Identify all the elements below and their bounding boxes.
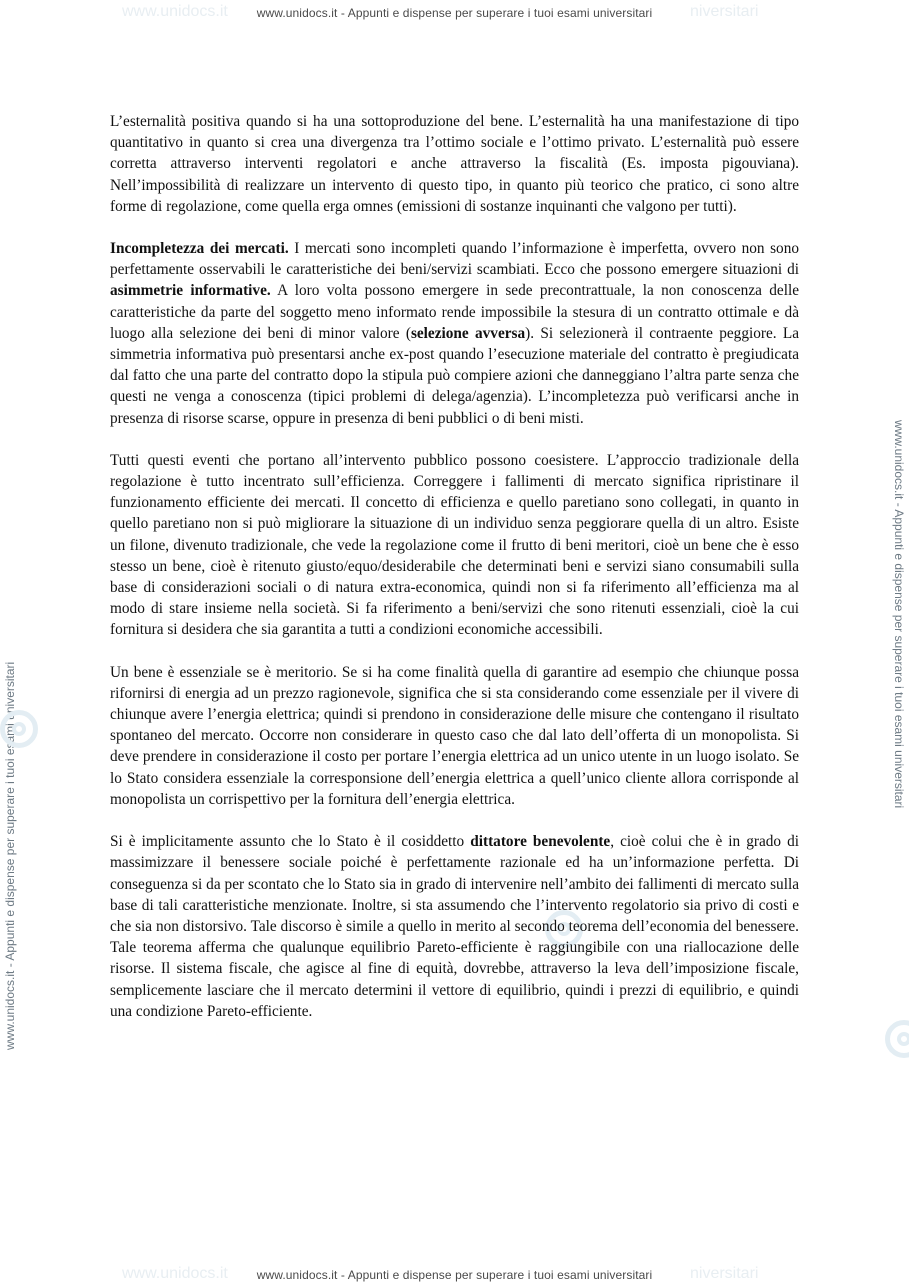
watermark-left-side: www.unidocs.it - Appunti e dispense per superare i tuoi esami universitari [3,661,17,1050]
text-run: , cioè colui che è in grado di massimizzare il benessere sociale poiché è perfettamente razionale ed ha un’informazione perfetta. Di conseguenza si da per scontato che lo Stato sia in grado di intervenire nell’ambito dei fallimenti di mercato sulla base di tali caratteristiche menzionate. Inoltre, si sta assumendo che l’intervento regolatorio sia privo di costi e che sia non distorsivo. Tale discorso è simile a quello in merito al secondo teorema dell’economia del benessere. Tale teorema afferma che qualunque equilibrio Pareto-efficiente è raggiungibile con una riallocazione delle risorse. Il sistema fiscale, che agisce al fine di equità, dovrebbe, attraverso la leva dell’imposizione fiscale, semplicemente lasciare che il mercato determini il vettore di equilibrio, quindi i prezzi di equilibrio, e quindi una condizione Pareto-efficiente. [110,833,799,1020]
watermark-logo-icon [885,1020,909,1058]
watermark-ghost-top-left: www.unidocs.it [122,3,228,20]
watermark-ghost-top-right: niversitari [690,3,759,20]
paragraph [110,111,799,217]
watermark-footer: www.unidocs.it - Appunti e dispense per superare i tuoi esami universitari [256,1268,653,1282]
watermark-ghost-bottom-left: www.unidocs.it [122,1265,228,1282]
watermark-right-side: www.unidocs.it - Appunti e dispense per superare i tuoi esami universitari [892,420,906,809]
paragraph [110,831,799,1022]
text-run: ). Si selezionerà il contraente peggiore. La simmetria informativa può presentarsi anche ex-post quando l’esecuzione materiale del contratto è pregiudicata dal fatto che una parte del contratto dopo la stipula può compiere azioni che danneggiano l’altra parte senza che questi ne venga a conoscenza (tipici problemi di delega/agenzia). L’incompletezza può verificarsi anche in presenza di risorse scarse, oppure in presenza di beni pubblici o di beni misti. [110,324,800,427]
text-run: A loro volta possono emergere in sede precontrattuale, la non conoscenza delle caratteristiche da parte del soggetto meno informato rende impossibile la stesura di un contratto ottimale e dà luogo alla selezione dei beni di minor valore ( [110,282,799,342]
paragraph [110,238,799,429]
text-run: L’esternalità positiva quando si ha una sottoproduzione del bene. L’esternalità ha una manifestazione di tipo quantitativo in quanto si crea una divergenza tra l’ottimo sociale e l’ottimo privato. L’esternalità può essere corretta attraverso interventi regolatori e anche attraverso la fiscalità (Es. imposta pigouviana). Nell’impossibilità di realizzare un intervento di questo tipo, in quanto più teorico che pratico, ci sono altre forme di regolazione, come quella erga omnes (emissioni di sostanze inquinanti che valgono per tutti). [110,113,799,215]
text-run: Si è implicitamente assunto che lo Stato è il cosiddetto [110,833,471,851]
watermark-ghost-bottom-right: niversitari [690,1265,759,1282]
bold-term: Incompletezza dei mercati. [110,240,289,258]
document-body [110,111,799,1043]
bold-term: asimmetrie informative. [110,282,271,300]
text-run: I mercati sono incompleti quando l’informazione è imperfetta, ovvero non sono perfettamente osservabili le caratteristiche dei beni/servizi scambiati. Ecco che possono emergere situazioni di [110,240,799,279]
watermark-header: www.unidocs.it - Appunti e dispense per superare i tuoi esami universitari [256,6,653,20]
text-run: Un bene è essenziale se è meritorio. Se si ha come finalità quella di garantire ad esempio che chiunque possa rifornirsi di energia ad un prezzo ragionevole, significa che si sta considerando come essenziale per il vivere di chiunque avere l’energia elettrica; quindi si prendono in considerazione delle misure che contengano il risultato spontaneo del mercato. Occorre non considerare in questo caso che dal lato dell’offerta di un monopolista. Si deve prendere in considerazione il costo per portare l’energia elettrica ad un unico utente in un luogo isolato. Se lo Stato considera essenziale la corresponsione dell’energia elettrica a quell’unico cliente allora corrisponde al monopolista un corrispettivo per la fornitura dell’energia elettrica. [110,663,799,808]
watermark-logo-icon [0,710,38,748]
paragraph [110,662,799,810]
text-run: Tutti questi eventi che portano all’intervento pubblico possono coesistere. L’approccio tradizionale della regolazione è tutto incentrato sull’efficienza. Correggere i fallimenti di mercato significa ripristinare il funzionamento efficiente dei mercati. Il concetto di efficienza e quello paretiano sono collegati, in quanto in quello paretiano non si può migliorare la situazione di un individuo senza peggiorare quella di un altro. Esiste un filone, divenuto tradizionale, che vede la regolazione come il frutto di beni meritori, cioè un bene che è esso stesso un bene, cioè è ritenuto giusto/equo/desiderabile che determinati beni e servizi siano consumabili sulla base di considerazioni sociali o di natura extra-economica, quindi non si fa riferimento all’efficienza ma al modo di stare insieme nella società. Si fa riferimento a beni/servizi che sono ritenuti essenziali, cioè la cui fornitura si desidera che sia garantita a tutti a condizioni economiche accessibili. [110,451,799,639]
paragraph [110,450,799,641]
bold-term: dittatore benevolente [470,833,611,851]
bold-term: selezione avversa [410,324,526,342]
